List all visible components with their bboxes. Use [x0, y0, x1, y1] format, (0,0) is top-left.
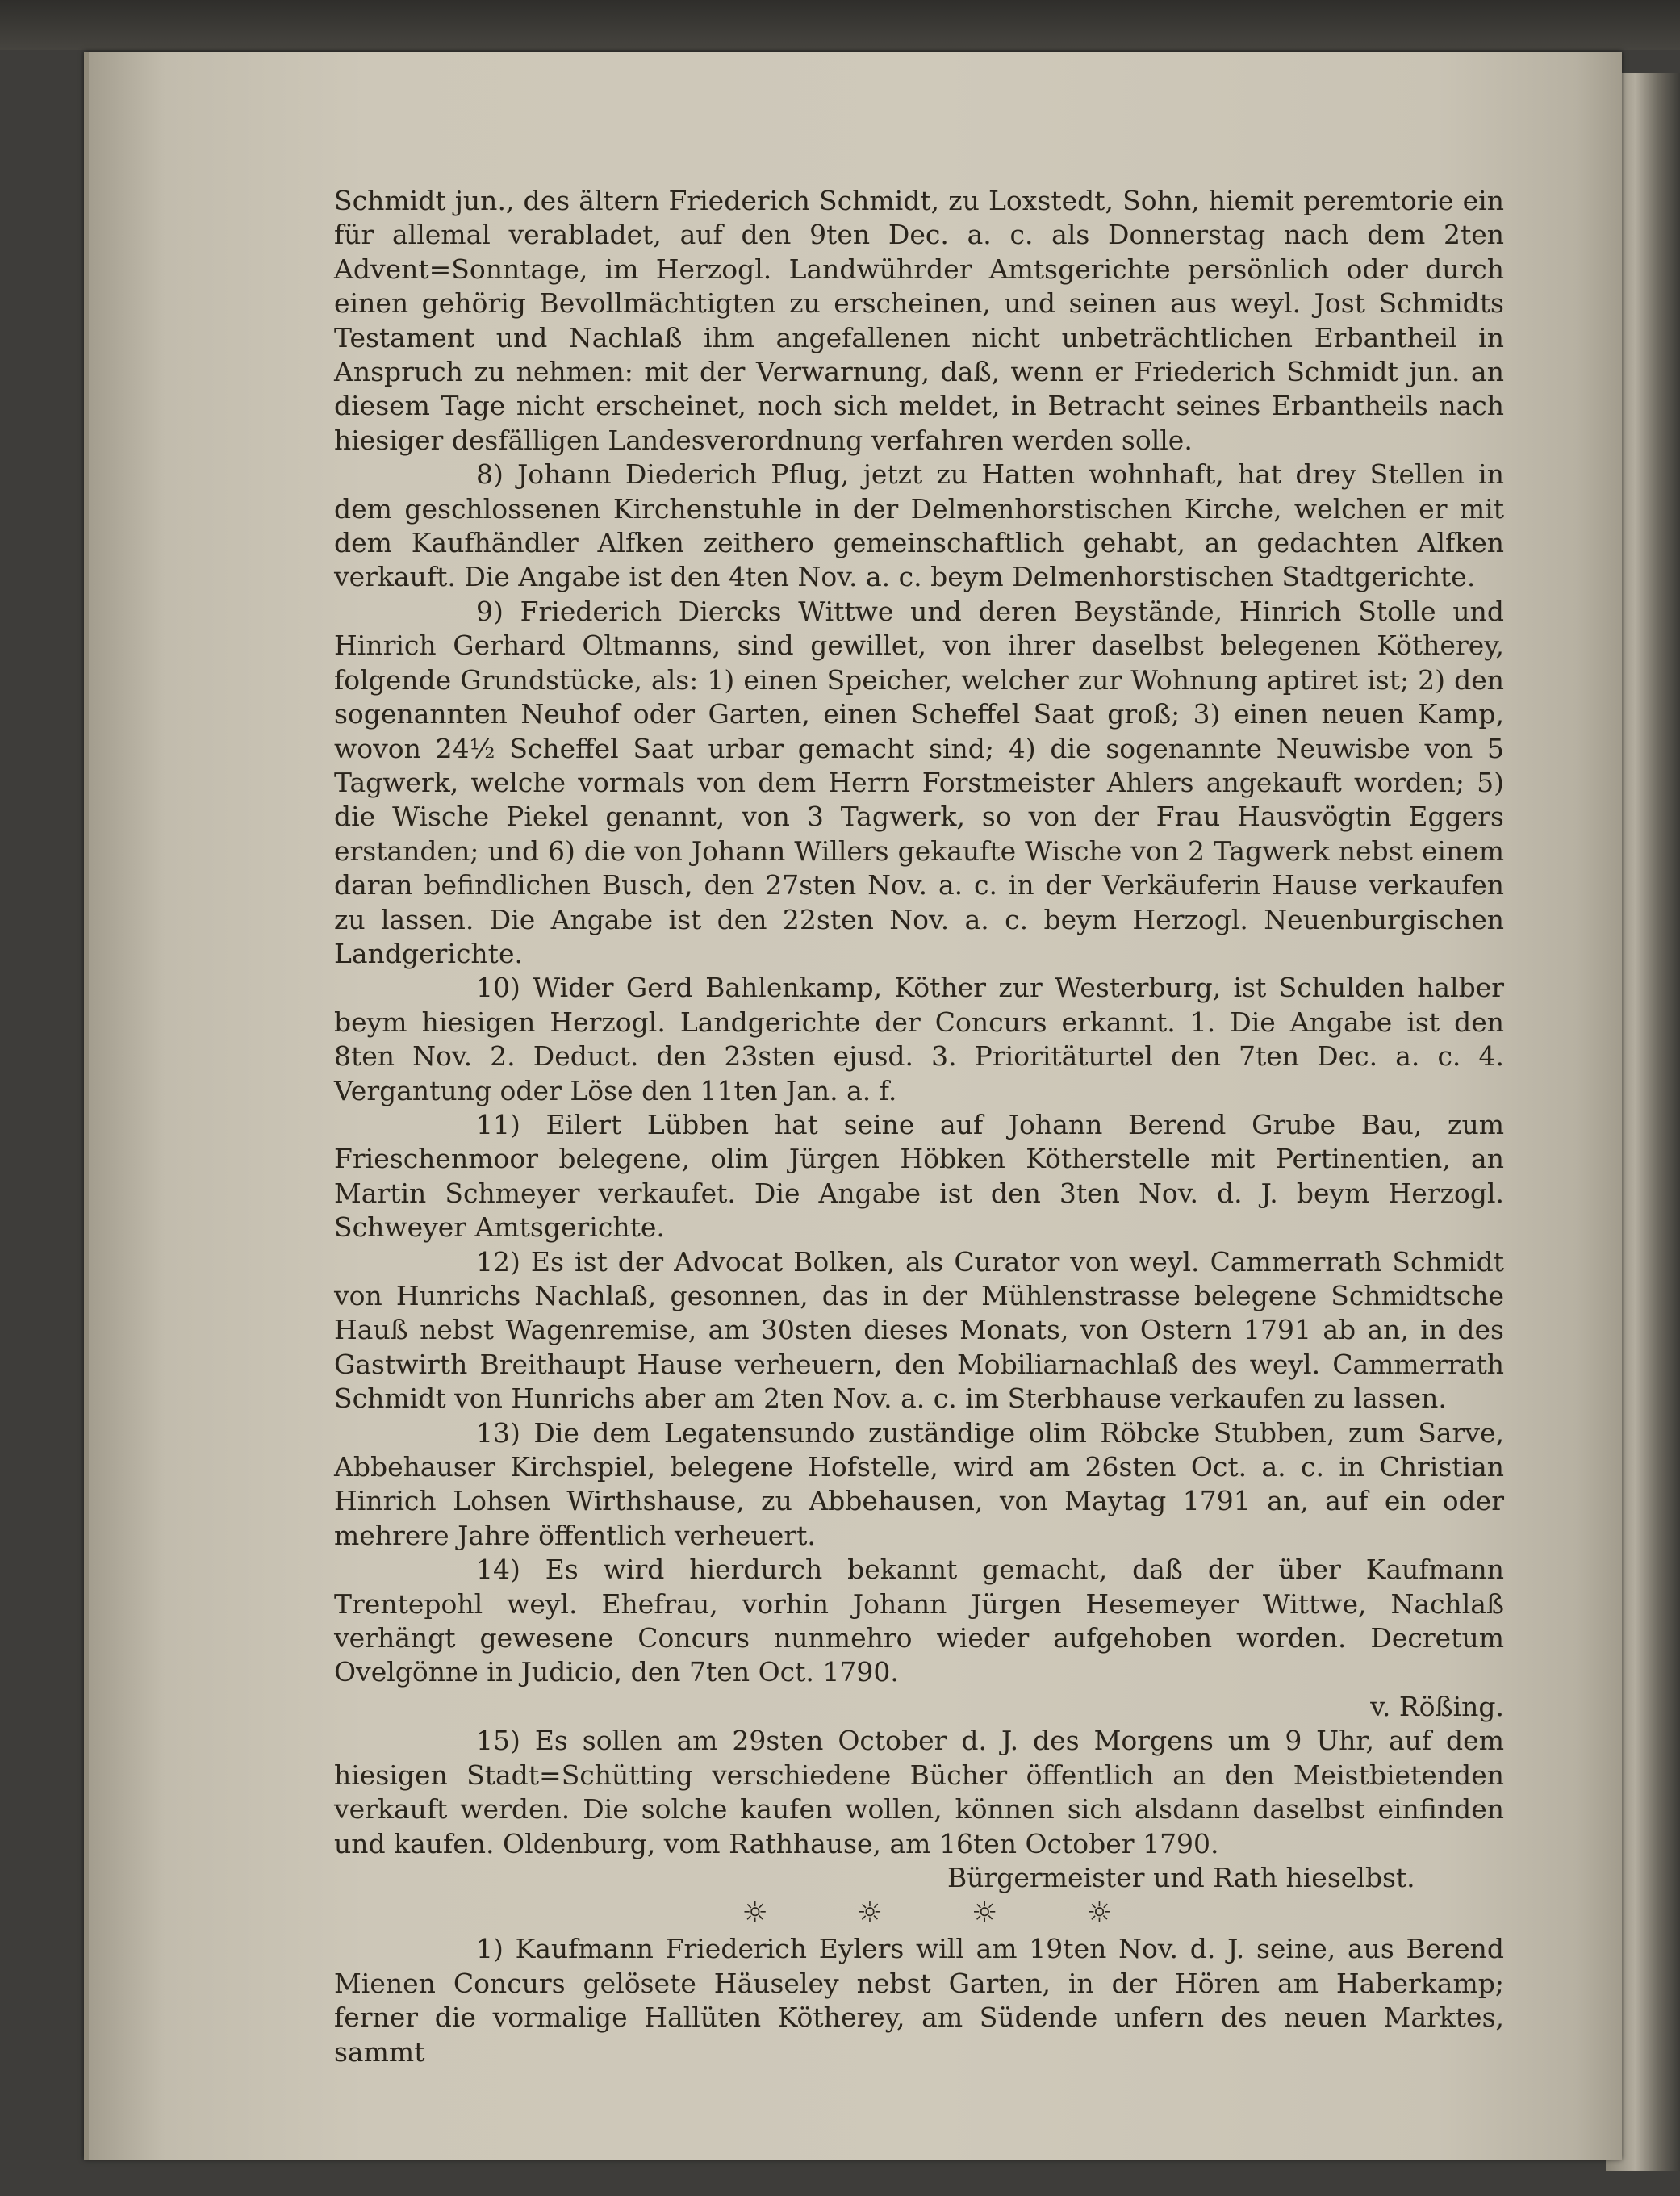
- paragraph-continuation: Schmidt jun., des ältern Friederich Schmidt, zu Loxstedt, Sohn, hiemit peremtorie ein für allemal verabladet, auf den 9ten Dec. a. c. als Donnerstag nach dem 2ten Advent=Sonntage, im Herzogl. Landwührder Amtsgerichte persönlich oder durch einen gehörig Bevollmächtigten zu erscheinen, und seinen aus weyl. Jost Schmidts Testament und Nachlaß ihm angefallenen nicht unbeträchtlichen Erbantheil in Anspruch zu nehmen: mit der Verwarnung, daß, wenn er Friederich Schmidt jun. an diesem Tage nicht erscheinet, noch sich meldet, in Betracht seines Erbantheils nach hiesiger desfälligen Landesverordnung verfahren werden solle.: [334, 185, 1504, 456]
- sun-ornament-icon: ☼: [856, 1897, 883, 1930]
- notice-11: 11) Eilert Lübben hat seine auf Johann Berend Grube Bau, zum Frieschenmoor belegene, olim Jürgen Höbken Kötherstelle mit Pertinentien, an Martin Schmeyer verkaufet. Die Angabe ist den 3ten Nov. d. J. beym Herzogl. Schweyer Amtsgerichte.: [334, 1108, 1504, 1244]
- notice-12: 12) Es ist der Advocat Bolken, als Curator von weyl. Cammerrath Schmidt von Hunrichs Nachlaß, gesonnen, das in der Mühlenstrasse belegene Schmidtsche Hauß nebst Wagenremise, am 30sten dieses Monats, von Ostern 1791 ab an, in des Gastwirth Breithaupt Hause verheuern, den Mobiliarnachlaß des weyl. Cammerrath Schmidt von Hunrichs aber am 2ten Nov. a. c. im Sterbhause verkaufen zu lassen.: [334, 1245, 1504, 1415]
- new-notice-1: 1) Kaufmann Friederich Eylers will am 19ten Nov. d. J. seine, aus Berend Mienen Concurs gelösete Häuseley nebst Garten, in der Hören am Haberkamp; ferner die vormalige Hallüten Kötherey, am Südende unfern des neuen Marktes, sammt: [334, 1933, 1504, 2068]
- council-signature: Bürgermeister und Rath hieselbst.: [947, 1861, 1415, 1893]
- backdrop: [0, 0, 1680, 50]
- notice-14: 14) Es wird hierdurch bekannt gemacht, daß der über Kaufmann Trentepohl weyl. Ehefrau, vorhin Johann Jürgen Hesemeyer Wittwe, Nachlaß verhängt gewesene Concurs nunmehro wieder aufgehoben worden. Decretum Ovelgönne in Judicio, den 7ten Oct. 1790.: [334, 1554, 1504, 1688]
- notice-9: 9) Friederich Diercks Wittwe und deren Beyständе, Hinrich Stolle und Hinrich Gerhard Oltmanns, sind gewillet, von ihrer daselbst belegenen Kötherey, folgende Grundstücke, als: 1) einen Speicher, welcher zur Wohnung aptiret ist; 2) den sogenannten Neuhof oder Garten, einen Scheffel Saat groß; 3) einen neuen Kamp, wovon 24½ Scheffel Saat urbar gemacht sind; 4) die sogenannte Neuwisbe von 5 Tagwerk, welche vormals von dem Herrn Forstmeister Ahlers angekauft worden; 5) die Wische Piekel genannt, von 3 Tagwerk, so von der Frau Hausvögtin Eggers erstanden; und 6) die von Johann Willers gekaufte Wische von 2 Tagwerk nebst einem daran befindlichen Busch, den 27sten Nov. a. c. in der Verkäuferin Hause verkaufen zu lassen. Die Angabe ist den 22sten Nov. a. c. beym Herzogl. Neuenburgischen Landgerichte.: [334, 595, 1504, 969]
- notice-13: 13) Die dem Legatensundo zuständige olim Röbcke Stubben, zum Sarve, Abbehauser Kirchspiel, belegene Hofstelle, wird am 26sten Oct. a. c. in Christian Hinrich Lohsen Wirthshause, zu Abbehausen, von Maytag 1791 an, auf ein oder mehrere Jahre öffentlich verheuert.: [334, 1416, 1504, 1551]
- page-text: [334, 184, 1504, 2069]
- notice-15: 15) Es sollen am 29sten October d. J. des Morgens um 9 Uhr, auf dem hiesigen Stadt=Schütting verschiedene Bücher öffentlich an den Meistbietenden verkauft werden. Die solche kaufen wollen, können sich alsdann daselbst einfinden und kaufen. Oldenburg, vom Rathhause, am 16ten October 1790.: [334, 1725, 1504, 1859]
- sun-ornament-icon: ☼: [742, 1897, 768, 1930]
- ornament-row: [334, 1895, 1504, 1932]
- notice-14-signature: v. Rößing.: [1370, 1690, 1504, 1722]
- notice-10: 10) Wider Gerd Bahlenkamp, Köther zur Westerburg, ist Schulden halber beym hiesigen Herzogl. Landgerichte der Concurs erkannt. 1. Die Angabe ist den 8ten Nov. 2. Deduct. den 23sten ejusd. 3. Prioritäturtel den 7ten Dec. a. c. 4. Vergantung oder Löse den 11ten Jan. a. f.: [334, 972, 1504, 1106]
- sun-ornament-icon: ☼: [972, 1897, 998, 1930]
- notice-8: 8) Johann Diederich Pflug, jetzt zu Hatten wohnhaft, hat drey Stellen in dem geschlossenen Kirchenstuhle in der Delmenhorstischen Kirche, welchen er mit dem Kaufhändler Alfken zeithero gemeinschaftlich gehabt, an gedachten Alfken verkauft. Die Angabe ist den 4ten Nov. a. c. beym Delmenhorstischen Stadtgerichte.: [334, 458, 1504, 593]
- sun-ornament-icon: ☼: [1086, 1897, 1113, 1930]
